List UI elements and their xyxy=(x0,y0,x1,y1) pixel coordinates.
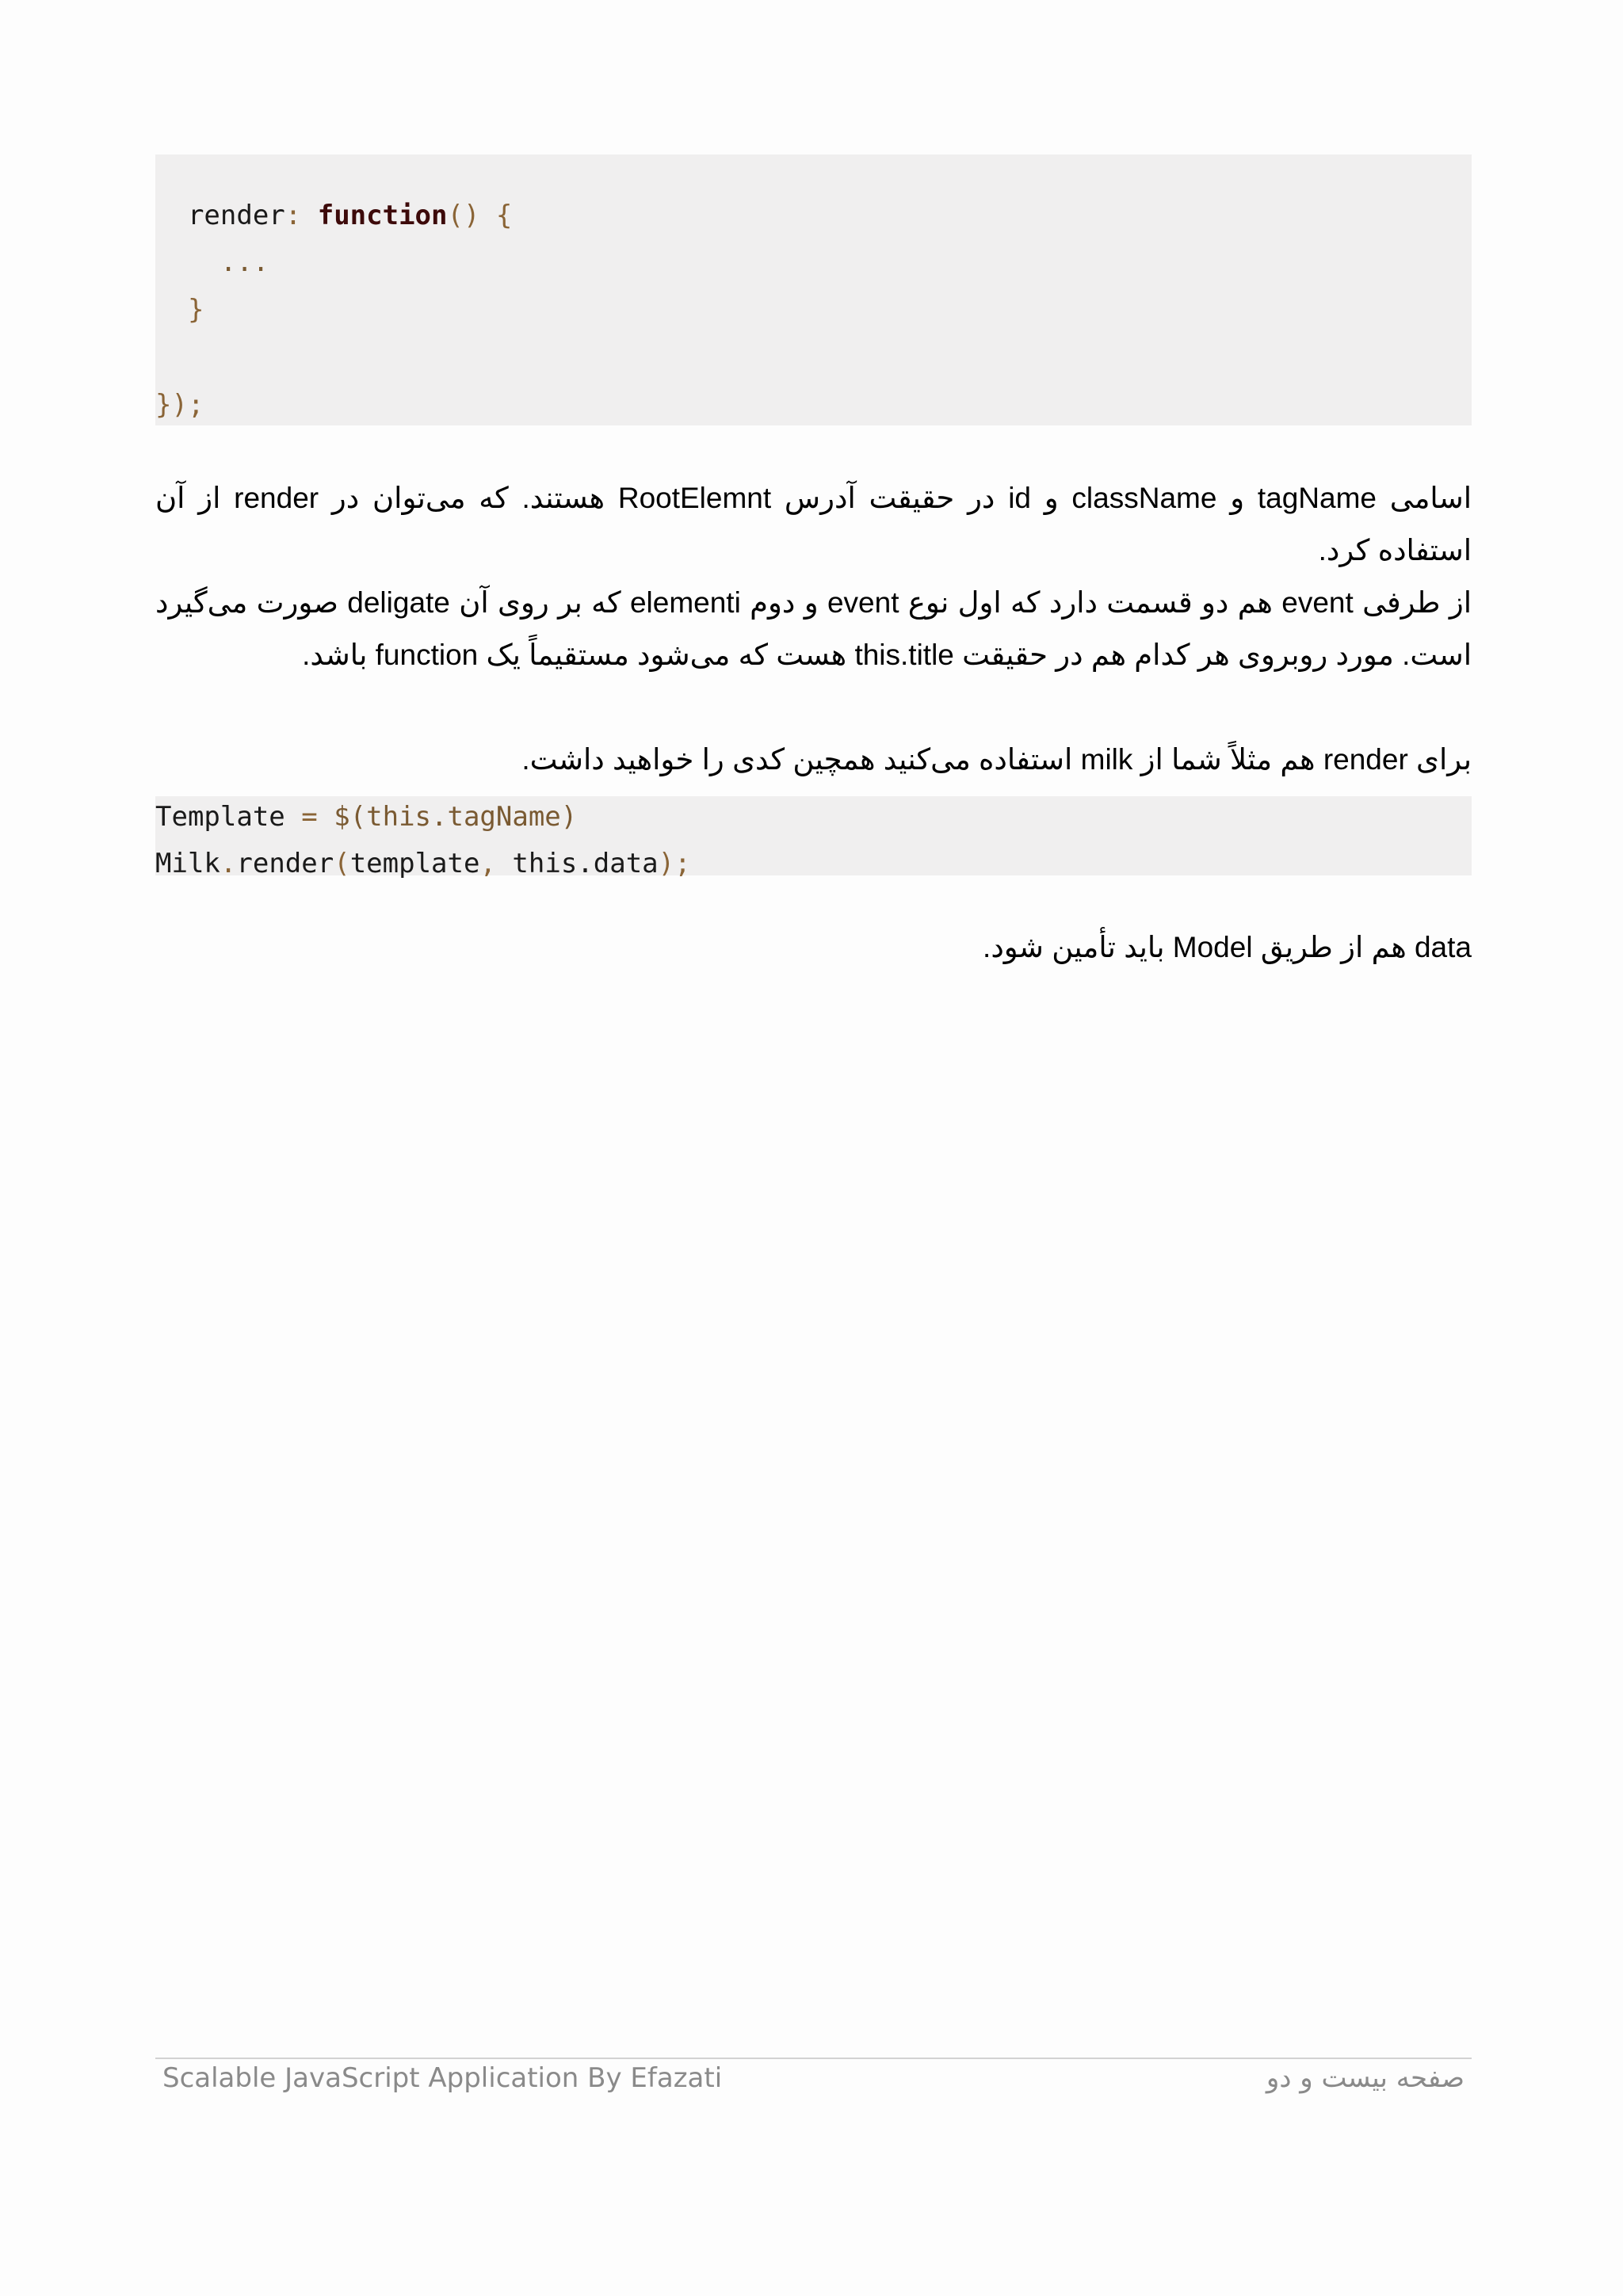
code-line-1 xyxy=(155,198,512,233)
code-token: ( xyxy=(334,848,350,879)
paragraph-render-milk: برای render هم مثلاً شما از milk استفاده می‌کنید همچین کدی را خواهید داشت. xyxy=(521,743,1472,776)
code-token: . xyxy=(220,848,237,879)
code-token: template xyxy=(349,848,480,879)
code-token: $(this.tagName) xyxy=(334,801,578,833)
footer-page-number: صفحه بیست و دو xyxy=(1266,2062,1465,2094)
code-block-milk xyxy=(155,796,1472,879)
footer-divider xyxy=(155,2058,1472,2059)
code-token: : xyxy=(285,200,318,231)
code-token: () { xyxy=(447,200,513,231)
code-token: = xyxy=(285,801,334,833)
code-token: , xyxy=(479,848,513,879)
code-line-3: } xyxy=(155,294,204,326)
code-line-4: }); xyxy=(155,389,204,421)
code-line-1 xyxy=(155,799,577,834)
code-keyword: function xyxy=(317,200,448,231)
footer-book-title: Scalable JavaScript Application By Efazati xyxy=(162,2062,723,2094)
paragraph-root-element: اسامی tagName و className و id در حقیقت آدرس RootElemnt هستند. که می‌توان در render از آن استفاده کرد. xyxy=(155,482,1472,566)
code-token: Template xyxy=(155,801,285,833)
code-line-2: ... xyxy=(155,246,269,278)
code-line-2 xyxy=(155,846,691,881)
code-token: ); xyxy=(658,848,691,879)
paragraph-events: از طرفی event هم دو قسمت دارد که اول نوع event و دوم elementi که بر روی آن deligate صورت می‌گیرد است. مورد روبروی هر کدام هم در حقیقت this.title هست که می‌شود مستقیماً یک function باشد. xyxy=(155,586,1472,671)
code-token: this.data xyxy=(512,848,659,879)
code-token: render xyxy=(187,200,285,231)
code-token: render xyxy=(236,848,334,879)
code-token: Milk xyxy=(155,848,220,879)
code-block-render xyxy=(155,154,1472,425)
code-token xyxy=(155,200,188,231)
paragraph-data-model: data هم از طریق Model باید تأمین شود. xyxy=(983,931,1472,963)
